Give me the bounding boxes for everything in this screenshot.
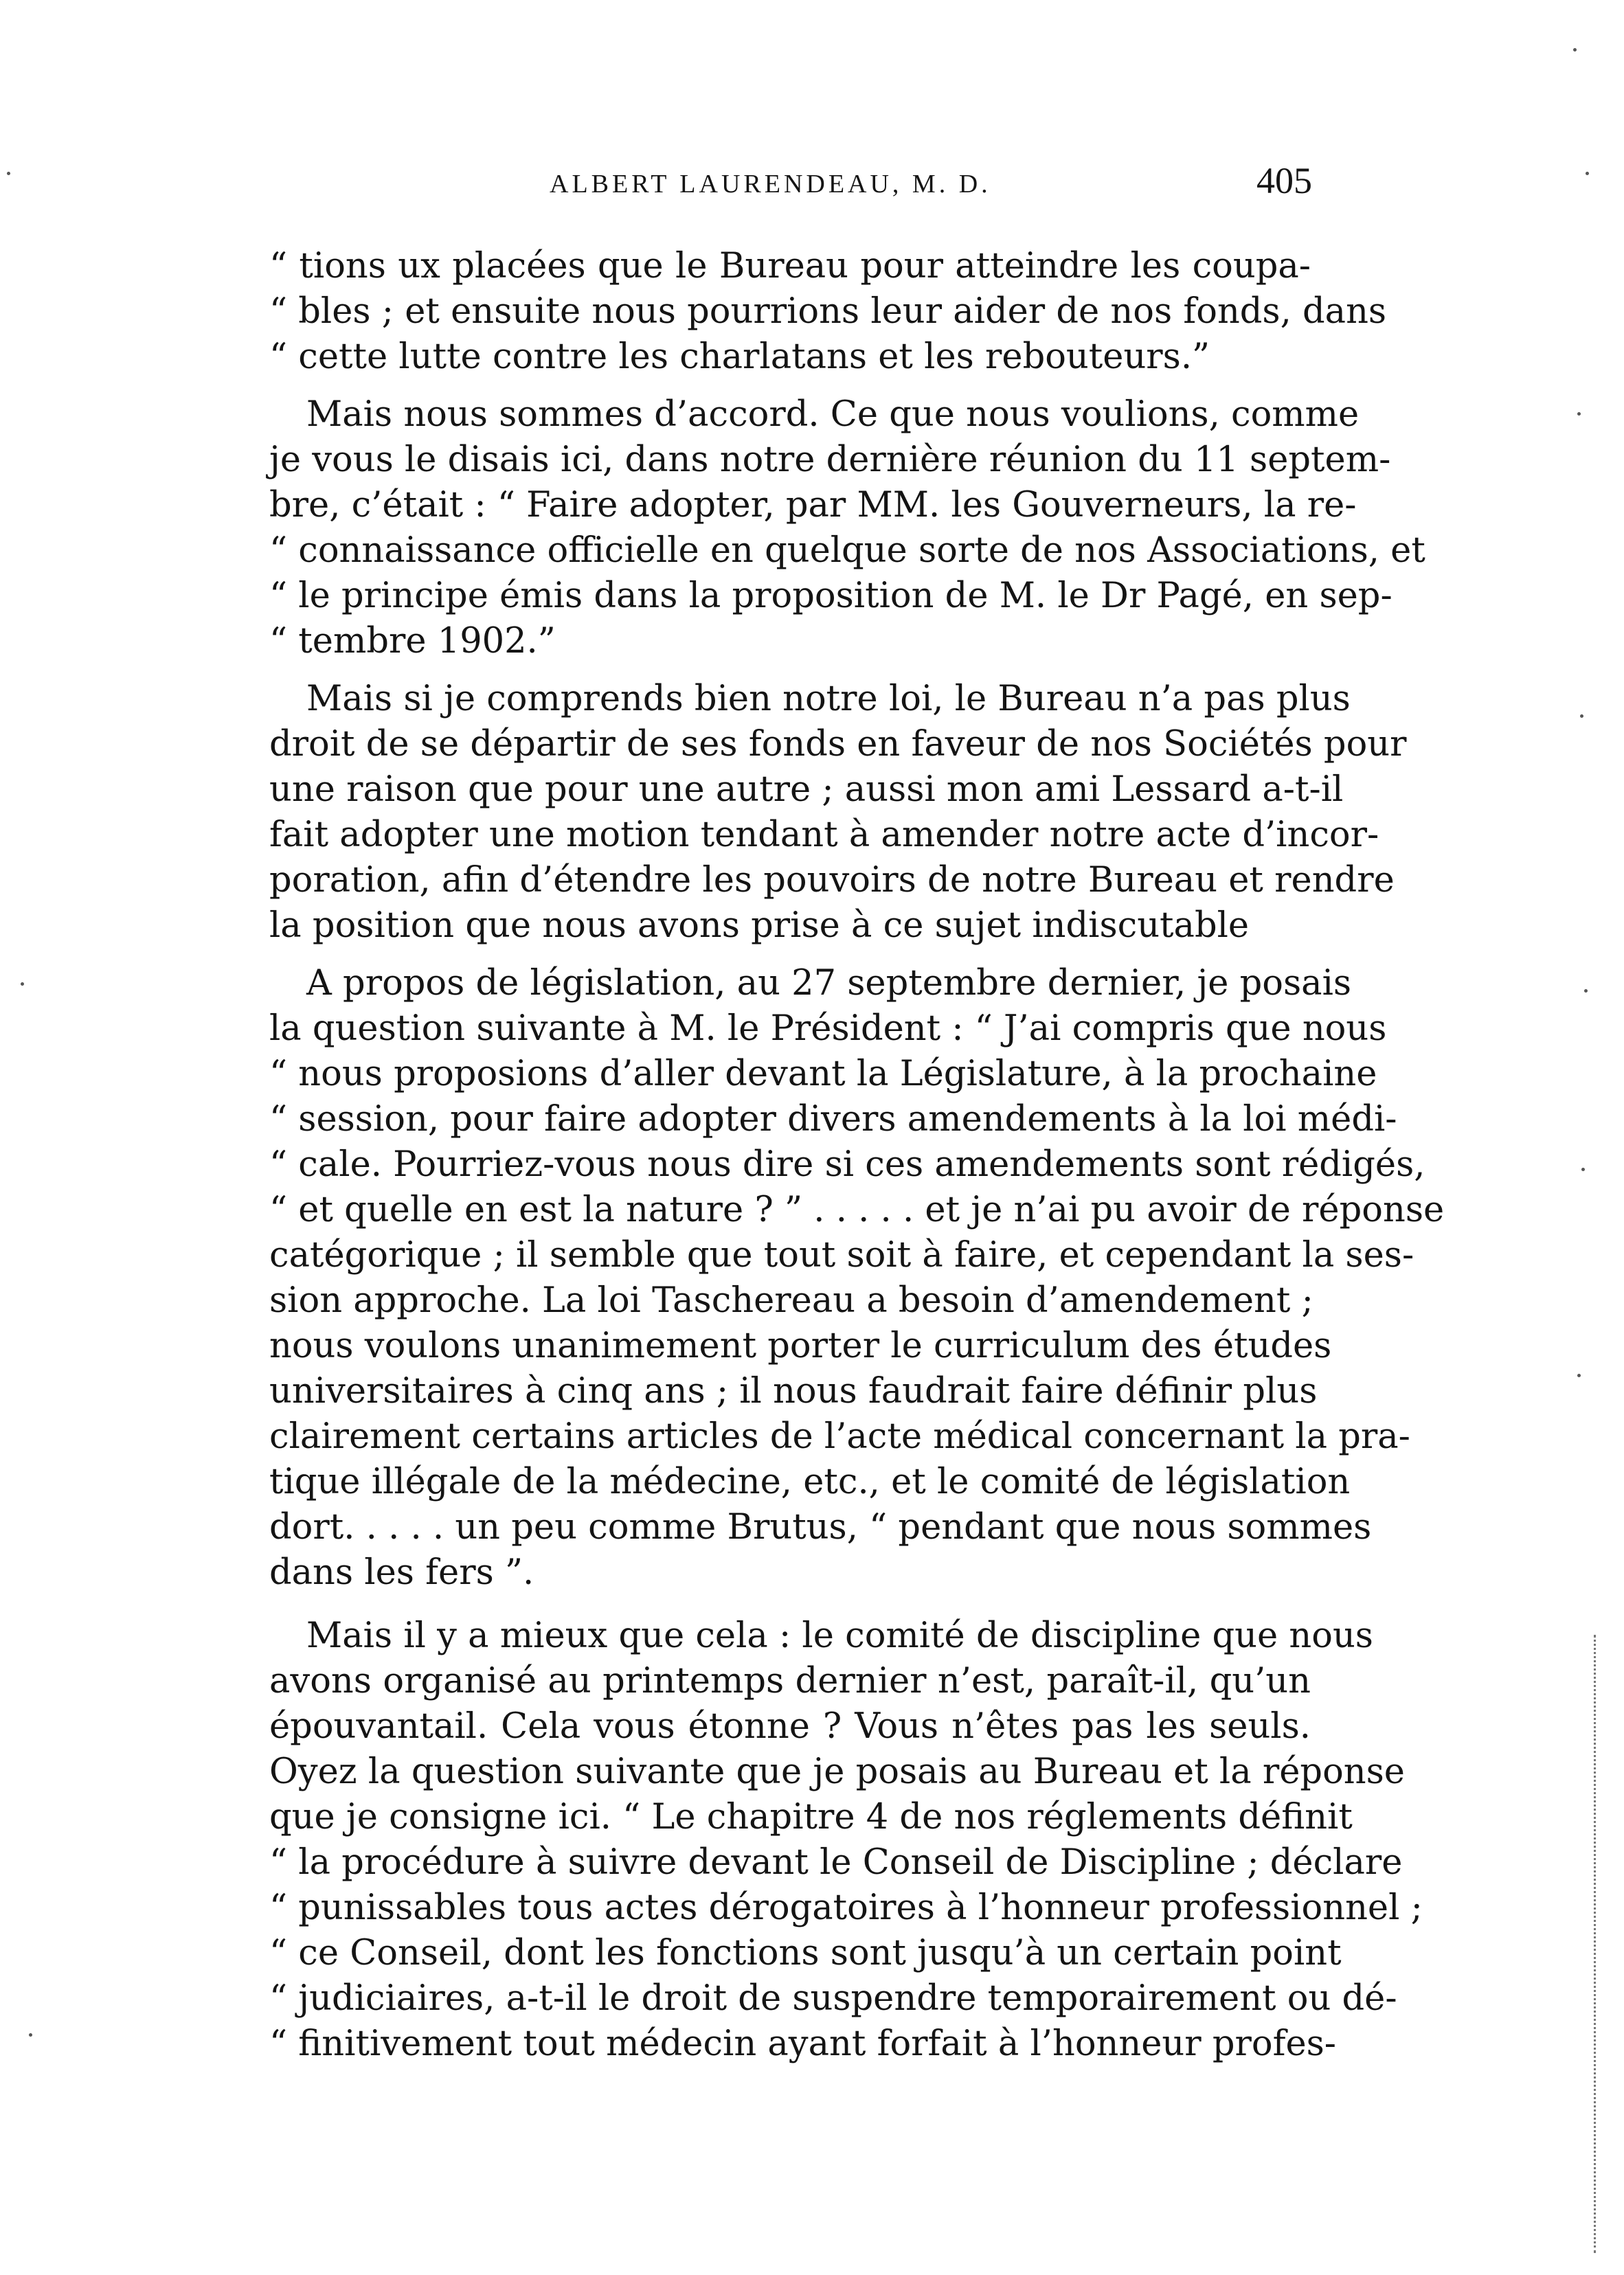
text-line: Mais si je comprends bien notre loi, le Bureau n’a pas plus — [306, 679, 1351, 719]
text-line: une raison que pour une autre ; aussi mon ami Lessard a-t-il — [269, 769, 1344, 810]
paragraph — [269, 244, 1387, 380]
text-line: Mais nous sommes d’accord. Ce que nous voulions, comme — [306, 394, 1360, 435]
text-line: “ le principe émis dans la proposition de M. le Dr Pagé, en sep- — [269, 576, 1392, 616]
text-line: Mais il y a mieux que cela : le comité de discipline que nous — [306, 1616, 1373, 1656]
text-line: sion approche. La loi Taschereau a besoin d’amendement ; — [269, 1280, 1313, 1321]
text-line: “ tembre 1902.” — [269, 621, 556, 661]
text-line: poration, afin d’étendre les pouvoirs de notre Bureau et rendre — [269, 860, 1395, 901]
running-title: ALBERT LAURENDEAU, M. D. — [550, 170, 991, 199]
text-line: fait adopter une motion tendant à amender notre acte d’incor- — [269, 815, 1379, 855]
text-line: “ judiciaires, a-t-il le droit de suspendre temporairement ou dé- — [269, 1978, 1397, 2019]
text-line: droit de se départir de ses fonds en faveur de nos Sociétés pour — [269, 724, 1407, 765]
text-line: que je consigne ici. “ Le chapitre 4 de nos réglements définit — [269, 1797, 1353, 1837]
text-line: la position que nous avons prise à ce sujet indiscutable — [269, 905, 1250, 946]
paragraph — [269, 1614, 1423, 2067]
text-line: catégorique ; il semble que tout soit à faire, et cependant la ses- — [269, 1235, 1414, 1276]
text-line: “ tions ux placées que le Bureau pour atteindre les coupa- — [269, 246, 1311, 286]
text-line: universitaires à cinq ans ; il nous faudrait faire définir plus — [269, 1371, 1318, 1412]
text-line: nous voulons unanimement porter le curriculum des études — [269, 1326, 1332, 1366]
text-line: “ nous proposions d’aller devant la Législature, à la prochaine — [269, 1054, 1377, 1094]
body-text — [269, 244, 1445, 2067]
page-number: 405 — [1256, 160, 1312, 201]
text-line: “ finitivement tout médecin ayant forfait à l’honneur profes- — [269, 2024, 1337, 2064]
paragraph — [269, 677, 1407, 949]
paragraph — [269, 961, 1445, 1596]
scan-edge-dots — [1594, 1635, 1599, 2253]
text-line: tique illégale de la médecine, etc., et le comité de législation — [269, 1462, 1351, 1502]
paragraph — [269, 392, 1425, 664]
text-line: “ et quelle en est la nature ? ” . . . . . et je n’ai pu avoir de réponse — [269, 1190, 1445, 1230]
text-line: “ punissables tous actes dérogatoires à l’honneur professionnel ; — [269, 1888, 1423, 1928]
text-line: avons organisé au printemps dernier n’est, paraît-il, qu’un — [269, 1661, 1311, 1701]
text-line: épouvantail. Cela vous étonne ? Vous n’êtes pas les seuls. — [269, 1706, 1311, 1747]
text-line: “ ce Conseil, dont les fonctions sont jusqu’à un certain point — [269, 1933, 1342, 1973]
page-header — [268, 159, 1312, 207]
text-line: dort. . . . . un peu comme Brutus, “ pendant que nous sommes — [269, 1507, 1372, 1548]
text-line: Oyez la question suivante que je posais au Bureau et la réponse — [269, 1752, 1405, 1792]
text-line: clairement certains articles de l’acte médical concernant la pra- — [269, 1416, 1410, 1457]
text-line: “ bles ; et ensuite nous pourrions leur aider de nos fonds, dans — [269, 291, 1387, 332]
text-line: “ cette lutte contre les charlatans et les rebouteurs.” — [269, 337, 1210, 377]
text-line: “ cale. Pourriez-vous nous dire si ces amendements sont rédigés, — [269, 1144, 1425, 1185]
text-line: “ la procédure à suivre devant le Conseil de Discipline ; déclare — [269, 1842, 1403, 1883]
text-line: “ connaissance officielle en quelque sorte de nos Associations, et — [269, 530, 1425, 571]
text-line: “ session, pour faire adopter divers amendements à la loi médi- — [269, 1099, 1397, 1140]
text-line: bre, c’était : “ Faire adopter, par MM. les Gouverneurs, la re- — [269, 485, 1357, 525]
text-line: dans les fers ”. — [269, 1552, 534, 1593]
text-line: je vous le disais ici, dans notre dernière réunion du 11 septem- — [269, 440, 1391, 480]
text-line: la question suivante à M. le Président : “ J’ai compris que nous — [269, 1008, 1387, 1049]
text-line: A propos de législation, au 27 septembre dernier, je posais — [306, 963, 1352, 1004]
